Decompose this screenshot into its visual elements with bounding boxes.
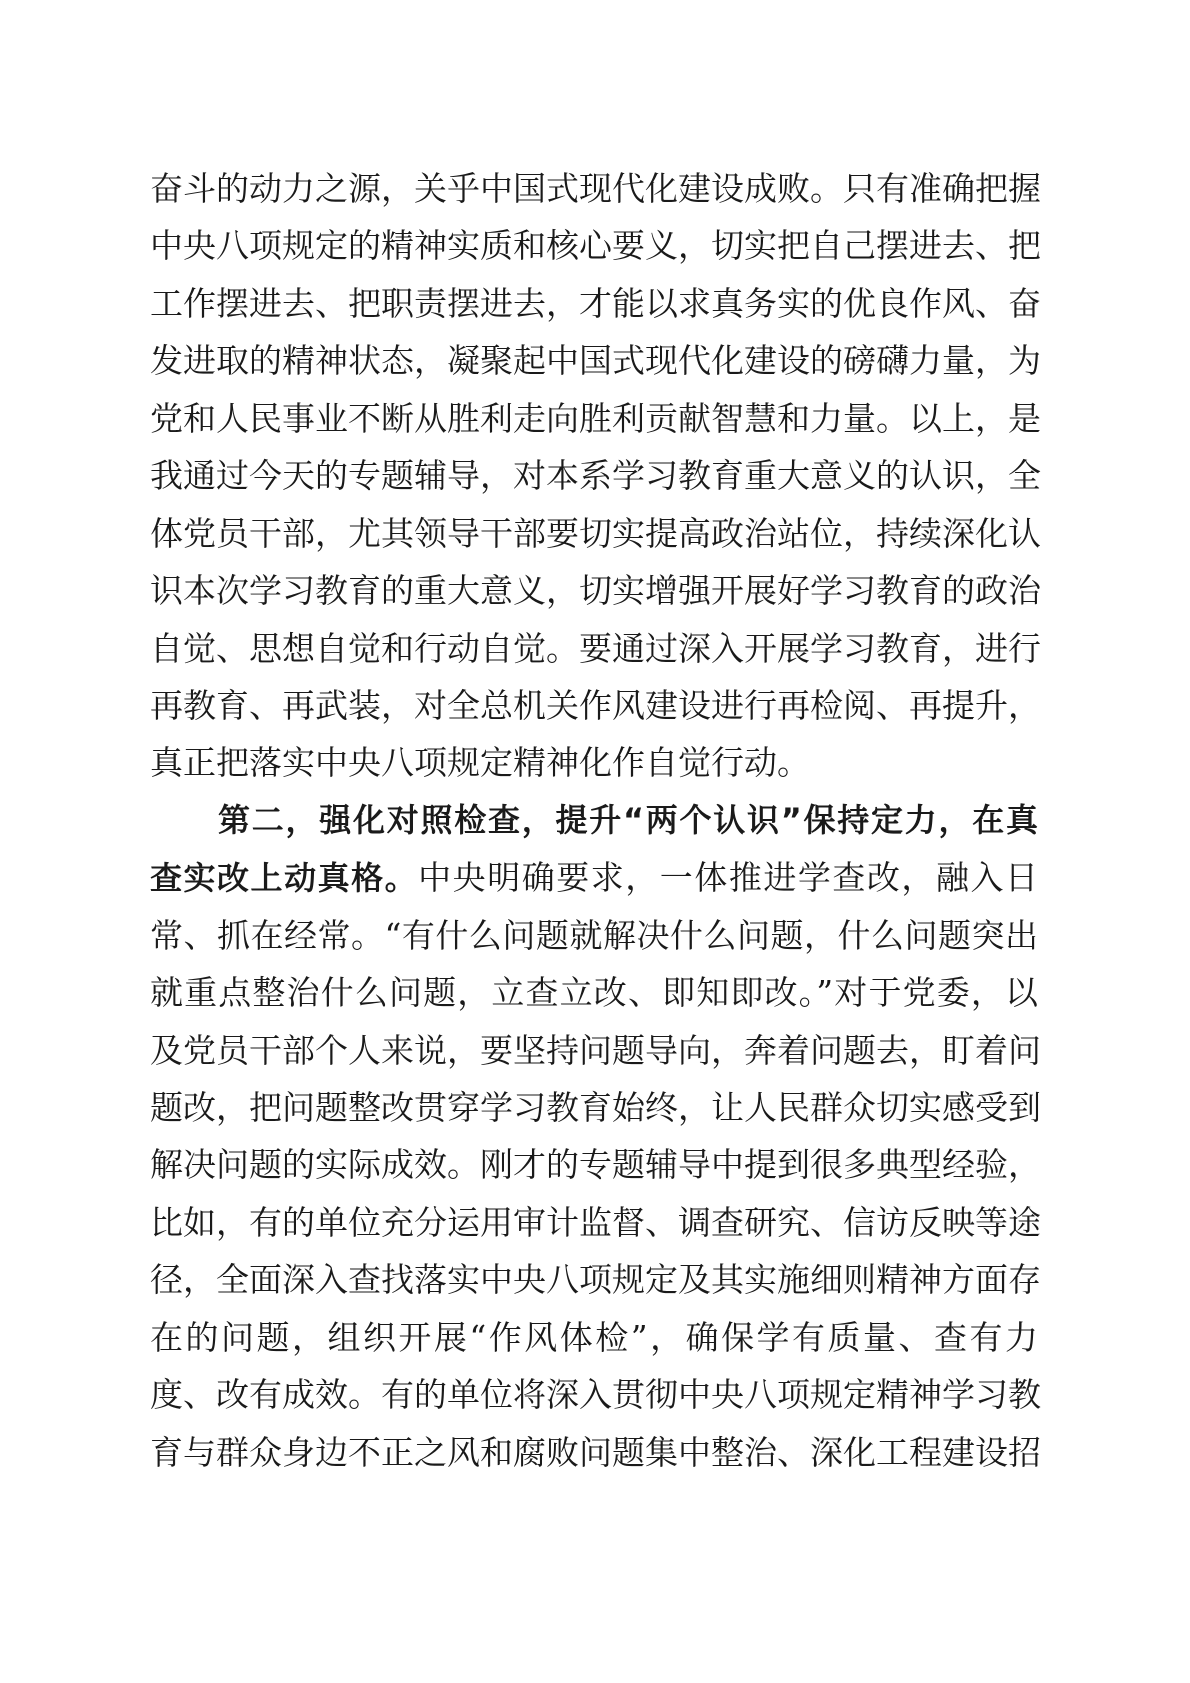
text-line: 党和人民事业不断从胜利走向胜利贡献智慧和力量。以上，是: [150, 398, 1041, 438]
text-line: 就重点整治什么问题，立查立改、即知即改。”对于党委，以: [150, 973, 1038, 1013]
text-line: 解决问题的实际成效。刚才的专题辅导中提到很多典型经验，: [150, 1145, 1041, 1185]
text-line: 中央八项规定的精神实质和核心要义，切实把自己摆进去、把: [150, 226, 1041, 266]
text-line: 自觉、思想自觉和行动自觉。要通过深入开展学习教育，进行: [150, 628, 1041, 668]
text-line: 育与群众身边不正之风和腐败问题集中整治、深化工程建设招: [150, 1432, 1041, 1472]
text-line: 发进取的精神状态，凝聚起中国式现代化建设的磅礴力量，为: [150, 341, 1041, 381]
text-line: 比如，有的单位充分运用审计监督、调查研究、信访反映等途: [150, 1202, 1041, 1242]
text-line-rest: 中央明确要求，一体推进学查改，融入日: [418, 858, 1038, 898]
text-line: 识本次学习教育的重大意义，切实增强开展好学习教育的政治: [150, 571, 1041, 611]
text-line: 及党员干部个人来说，要坚持问题导向，奔着问题去，盯着问: [150, 1030, 1041, 1070]
text-line: 再教育、再武装，对全总机关作风建设进行再检阅、再提升，: [150, 685, 1041, 725]
text-line: 常、抓在经常。“有什么问题就解决什么问题，什么问题突出: [150, 915, 1038, 955]
text-line: 奋斗的动力之源，关乎中国式现代化建设成败。只有准确把握: [150, 169, 1041, 208]
text-line: 我通过今天的专题辅导，对本系学习教育重大意义的认识，全: [150, 456, 1041, 496]
section-heading-continued: 查实改上动真格。: [150, 859, 419, 898]
text-line: 题改，把问题整改贯穿学习教育始终，让人民群众切实感受到: [150, 1088, 1041, 1127]
text-line: 度、改有成效。有的单位将深入贯彻中央八项规定精神学习教: [150, 1375, 1041, 1415]
text-line: 体党员干部，尤其领导干部要切实提高政治站位，持续深化认: [150, 513, 1041, 553]
text-line: [150, 849, 1038, 906]
body-text: [150, 160, 1041, 1481]
section-heading: 第二，强化对照检查，提升“两个认识”保持定力，在真: [218, 800, 1038, 839]
text-line: 工作摆进去、把职责摆进去，才能以求真务实的优良作风、奋: [150, 283, 1041, 323]
text-line: 真正把落实中央八项规定精神化作自觉行动。: [150, 743, 810, 783]
text-line: 在的问题，组织开展“作风体检”，确保学有质量、查有力: [150, 1317, 1038, 1357]
text-line: 径，全面深入查找落实中央八项规定及其实施细则精神方面存: [150, 1260, 1041, 1300]
